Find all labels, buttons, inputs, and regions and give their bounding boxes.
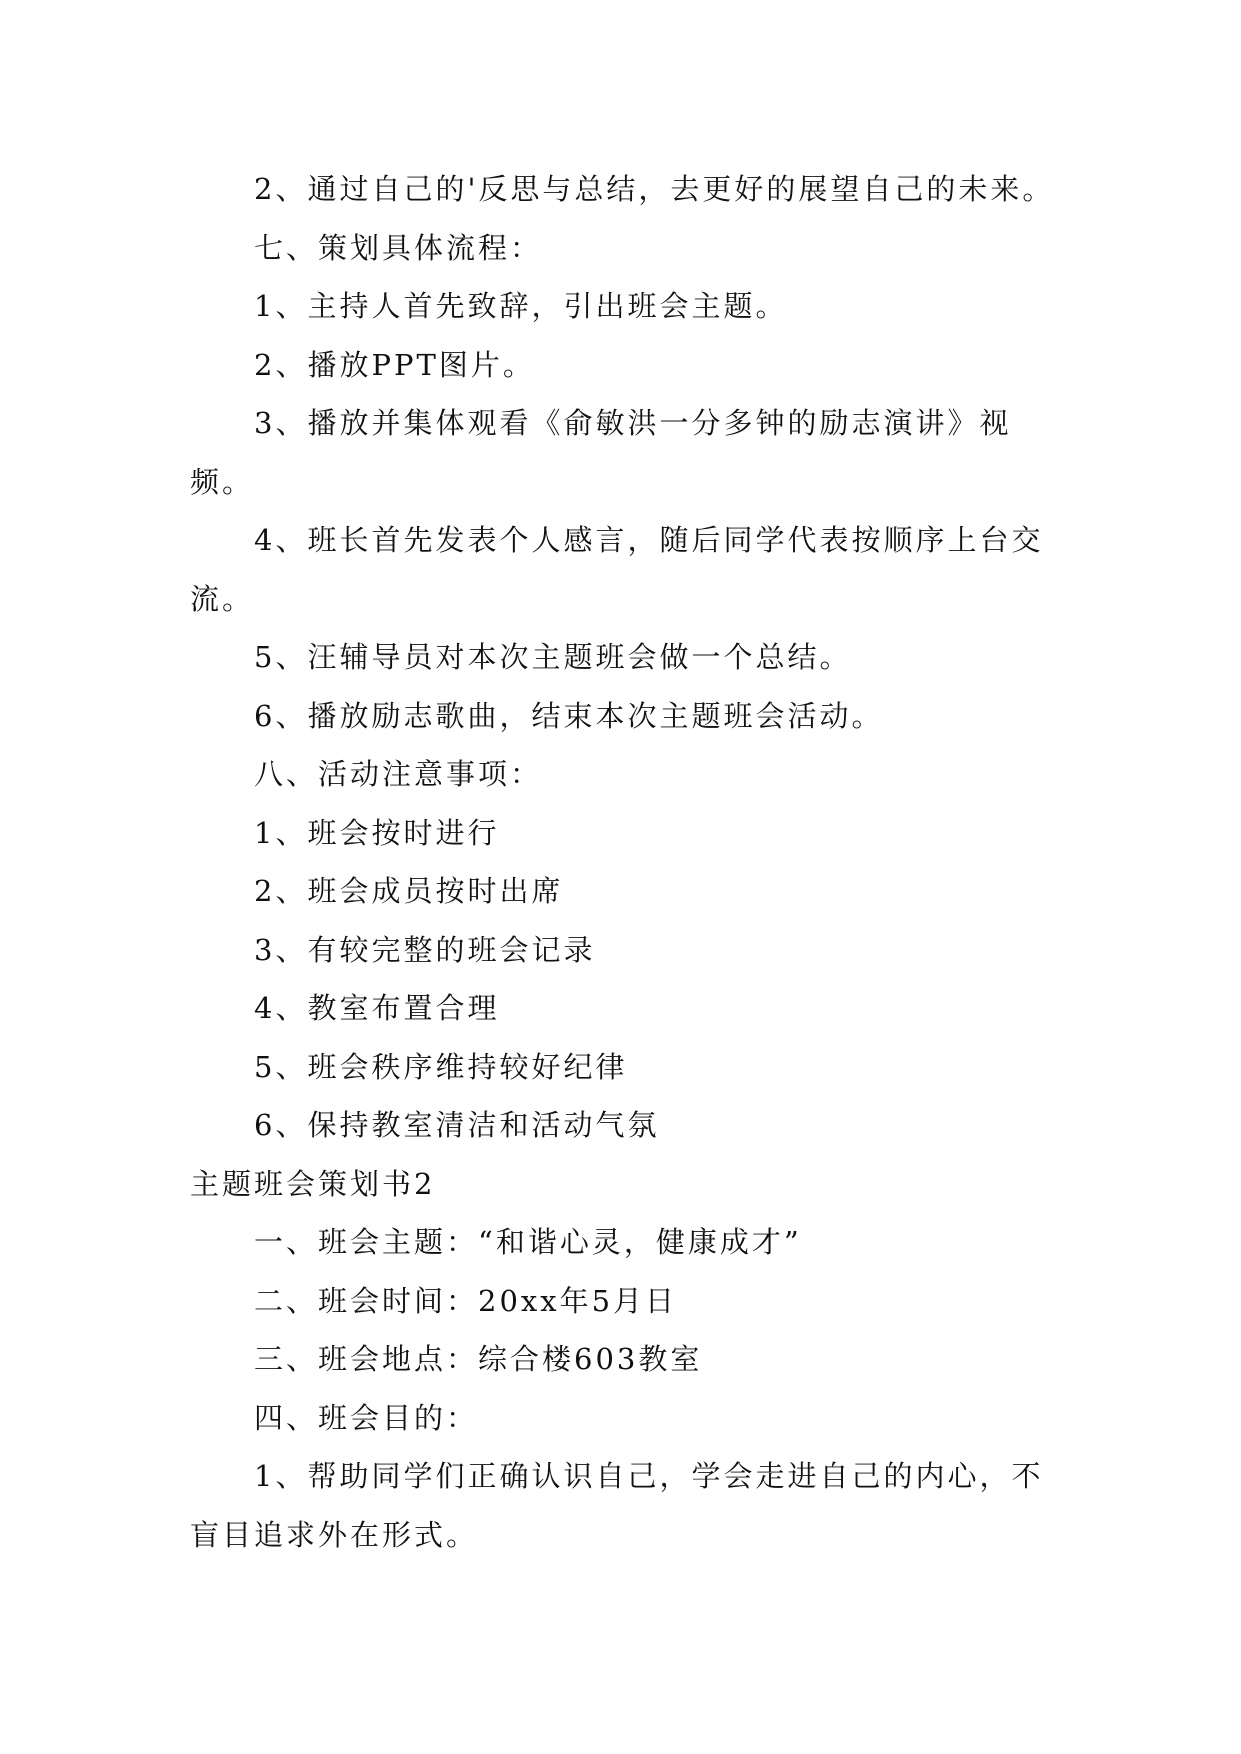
- paragraph: 1、帮助同学们正确认识自己，学会走进自己的内心，不盲目追求外在形式。: [190, 1459, 1044, 1552]
- paragraph: 6、播放励志歌曲，结束本次主题班会活动。: [254, 698, 884, 733]
- section-heading: 三、班会地点：综合楼603教室: [254, 1342, 703, 1376]
- document-title: 主题班会策划书2: [190, 1166, 436, 1201]
- section-heading: 四、班会目的：: [254, 1400, 479, 1435]
- list-item: 3、有较完整的班会记录: [254, 932, 596, 967]
- paragraph: 5、汪辅导员对本次主题班会做一个总结。: [254, 640, 852, 674]
- list-item: 4、教室布置合理: [254, 991, 500, 1025]
- paragraph: 2、播放PPT图片。: [254, 347, 535, 382]
- paragraph: 4、班长首先发表个人感言，随后同学代表按顺序上台交流。: [190, 523, 1044, 616]
- paragraph: 2、通过自己的'反思与总结，去更好的展望自己的未来。: [254, 172, 1055, 206]
- section-heading: 二、班会时间：20xx年5月日: [254, 1283, 678, 1318]
- paragraph: 3、播放并集体观看《俞敏洪一分多钟的励志演讲》视频。: [190, 406, 1012, 499]
- list-item: 1、班会按时进行: [254, 815, 500, 850]
- section-heading: 八、活动注意事项：: [254, 757, 543, 791]
- list-item: 5、班会秩序维持较好纪律: [254, 1049, 628, 1084]
- section-heading: 七、策划具体流程：: [254, 230, 543, 265]
- list-item: 2、班会成员按时出席: [254, 874, 564, 908]
- section-heading: 一、班会主题：“和谐心灵，健康成才”: [254, 1225, 802, 1259]
- list-item: 6、保持教室清洁和活动气氛: [254, 1108, 660, 1142]
- document-body: [190, 160, 1060, 1564]
- paragraph: 1、主持人首先致辞，引出班会主题。: [254, 289, 788, 323]
